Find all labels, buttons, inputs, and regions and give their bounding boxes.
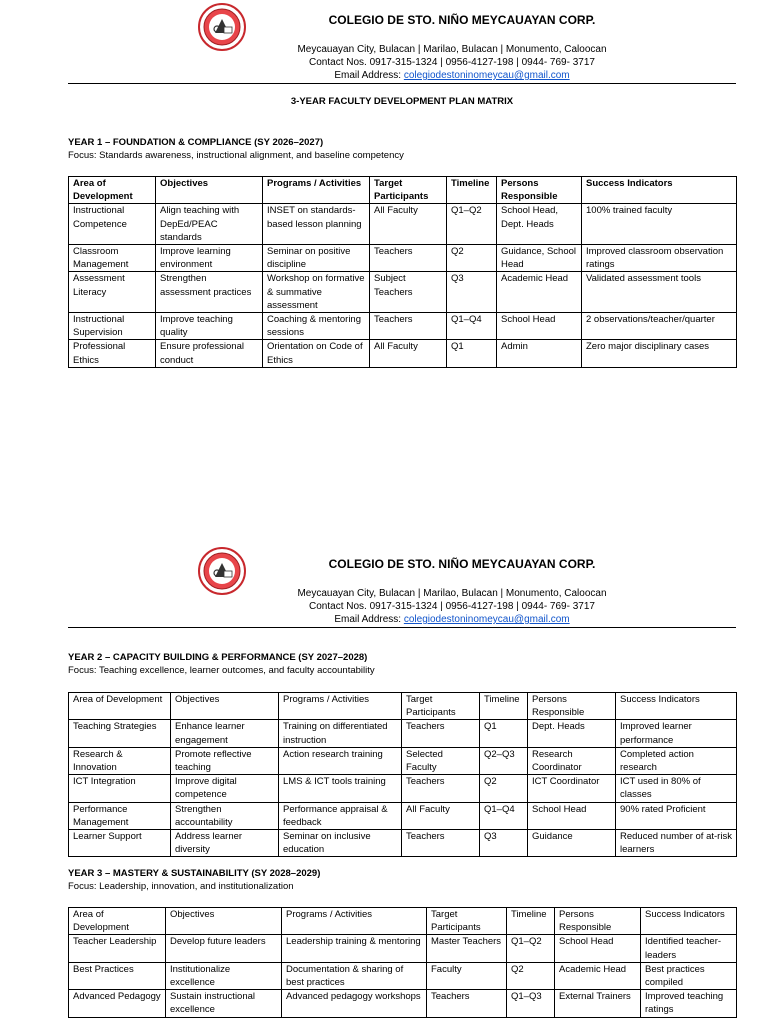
table-cell: Enhance learner engagement: [171, 720, 279, 747]
table-row: [69, 313, 737, 340]
year1-title: YEAR 1 – FOUNDATION & COMPLIANCE (SY 2026–2027): [68, 137, 324, 148]
year1-table: [68, 176, 737, 368]
column-header: Objectives: [171, 693, 279, 720]
table-cell: 100% trained faculty: [582, 204, 737, 245]
column-header: Persons Responsible: [555, 908, 641, 935]
table-cell: Improved teaching ratings: [641, 990, 737, 1017]
table-row: [69, 935, 737, 962]
table-cell: Ensure professional conduct: [156, 340, 263, 367]
table-cell: Q1–Q4: [480, 802, 528, 829]
email-label: Email Address:: [334, 70, 404, 81]
year2-table-body: [69, 693, 737, 857]
table-header-row: [69, 908, 737, 935]
table-cell: Align teaching with DepEd/PEAC standards: [156, 204, 263, 245]
table-row: [69, 990, 737, 1017]
header-rule: [68, 627, 736, 628]
table-cell: Q2–Q3: [480, 747, 528, 774]
table-cell: Leadership training & mentoring: [282, 935, 427, 962]
table-row: [69, 775, 737, 802]
table-cell: Documentation & sharing of best practices: [282, 962, 427, 989]
table-cell: Teachers: [402, 720, 480, 747]
email-link[interactable]: colegiodestoninomeycau@gmail.com: [403, 70, 570, 81]
table-cell: Research & Innovation: [69, 747, 171, 774]
table-cell: Seminar on inclusive education: [279, 830, 402, 857]
table-cell: Improve learning environment: [156, 245, 263, 272]
table-row: [69, 272, 737, 313]
table-cell: Teachers: [370, 313, 447, 340]
table-cell: Training on differentiated instruction: [279, 720, 402, 747]
table-cell: Q2: [447, 245, 497, 272]
table-cell: Advanced pedagogy workshops: [282, 990, 427, 1017]
table-cell: Teachers: [427, 990, 507, 1017]
table-cell: Improve teaching quality: [156, 313, 263, 340]
table-cell: ICT Coordinator: [528, 775, 616, 802]
column-header: Target Participants: [427, 908, 507, 935]
table-cell: Q2: [507, 962, 555, 989]
column-header: Persons Responsible: [528, 693, 616, 720]
table-cell: School Head: [497, 313, 582, 340]
school-contact: Contact Nos. 0917-315-1324 | 0956-4127-198 | 0944- 769- 3717: [309, 601, 595, 612]
table-cell: Subject Teachers: [370, 272, 447, 313]
table-cell: Seminar on positive discipline: [263, 245, 370, 272]
table-cell: INSET on standards-based lesson planning: [263, 204, 370, 245]
school-address: Meycauayan City, Bulacan | Marilao, Bulacan | Monumento, Caloocan: [297, 44, 607, 55]
school-name: COLEGIO DE STO. NIÑO MEYCAUAYAN CORP.: [328, 13, 596, 27]
table-cell: Q2: [480, 775, 528, 802]
table-row: [69, 830, 737, 857]
table-cell: Master Teachers: [427, 935, 507, 962]
year1-focus: Focus: Standards awareness, instructional alignment, and baseline competency: [68, 150, 404, 161]
column-header: Programs / Activities: [263, 177, 370, 204]
column-header: Programs / Activities: [282, 908, 427, 935]
school-contact: Contact Nos. 0917-315-1324 | 0956-4127-198 | 0944- 769- 3717: [309, 57, 595, 68]
column-header: Target Participants: [370, 177, 447, 204]
column-header: Success Indicators: [582, 177, 737, 204]
header-rule: [68, 83, 736, 84]
table-cell: Zero major disciplinary cases: [582, 340, 737, 367]
table-cell: Action research training: [279, 747, 402, 774]
school-email-line: [168, 614, 736, 625]
table-cell: Research Coordinator: [528, 747, 616, 774]
column-header: Target Participants: [402, 693, 480, 720]
table-cell: Q1–Q2: [447, 204, 497, 245]
table-cell: Assessment Literacy: [69, 272, 156, 313]
year2-focus: Focus: Teaching excellence, learner outcomes, and faculty accountability: [68, 665, 375, 676]
table-cell: Academic Head: [497, 272, 582, 313]
table-row: [69, 962, 737, 989]
table-cell: Q1: [447, 340, 497, 367]
table-cell: Q3: [447, 272, 497, 313]
table-header-row: [69, 177, 737, 204]
table-cell: All Faculty: [402, 802, 480, 829]
table-cell: School Head, Dept. Heads: [497, 204, 582, 245]
table-cell: Improve digital competence: [171, 775, 279, 802]
school-address: Meycauayan City, Bulacan | Marilao, Bulacan | Monumento, Caloocan: [297, 588, 607, 599]
table-cell: Q1–Q4: [447, 313, 497, 340]
table-cell: Classroom Management: [69, 245, 156, 272]
table-cell: Teachers: [370, 245, 447, 272]
table-cell: Dept. Heads: [528, 720, 616, 747]
table-cell: All Faculty: [370, 340, 447, 367]
table-cell: 90% rated Proficient: [616, 802, 737, 829]
table-cell: Q1: [480, 720, 528, 747]
year2-table: [68, 692, 737, 857]
table-cell: School Head: [555, 935, 641, 962]
column-header: Timeline: [447, 177, 497, 204]
table-cell: Learner Support: [69, 830, 171, 857]
column-header: Persons Responsible: [497, 177, 582, 204]
table-cell: Orientation on Code of Ethics: [263, 340, 370, 367]
column-header: Success Indicators: [641, 908, 737, 935]
table-cell: Validated assessment tools: [582, 272, 737, 313]
table-cell: Address learner diversity: [171, 830, 279, 857]
table-row: [69, 747, 737, 774]
year1-table-body: [69, 177, 737, 368]
table-row: [69, 340, 737, 367]
table-cell: 2 observations/teacher/quarter: [582, 313, 737, 340]
column-header: Area of Development: [69, 693, 171, 720]
table-cell: Teacher Leadership: [69, 935, 166, 962]
school-email-line: [168, 70, 736, 81]
table-cell: Selected Faculty: [402, 747, 480, 774]
table-cell: Workshop on formative & summative assessment: [263, 272, 370, 313]
table-cell: Performance appraisal & feedback: [279, 802, 402, 829]
column-header: Area of Development: [69, 177, 156, 204]
column-header: Programs / Activities: [279, 693, 402, 720]
table-cell: All Faculty: [370, 204, 447, 245]
table-cell: Teaching Strategies: [69, 720, 171, 747]
email-link[interactable]: colegiodestoninomeycau@gmail.com: [403, 614, 570, 625]
column-header: Objectives: [166, 908, 282, 935]
table-cell: Performance Management: [69, 802, 171, 829]
table-cell: Improved classroom observation ratings: [582, 245, 737, 272]
letterhead-page2: [68, 546, 736, 628]
table-cell: Instructional Competence: [69, 204, 156, 245]
column-header: Objectives: [156, 177, 263, 204]
table-cell: Teachers: [402, 830, 480, 857]
letterhead: [68, 2, 736, 84]
column-header: Success Indicators: [616, 693, 737, 720]
table-cell: Q1–Q2: [507, 935, 555, 962]
table-cell: Academic Head: [555, 962, 641, 989]
table-cell: Best practices compiled: [641, 962, 737, 989]
table-cell: Strengthen accountability: [171, 802, 279, 829]
table-cell: Improved learner performance: [616, 720, 737, 747]
email-label: Email Address:: [334, 614, 404, 625]
table-cell: Instructional Supervision: [69, 313, 156, 340]
year3-table-body: [69, 908, 737, 1018]
table-cell: Faculty: [427, 962, 507, 989]
table-cell: LMS & ICT tools training: [279, 775, 402, 802]
table-cell: Teachers: [402, 775, 480, 802]
year3-focus: Focus: Leadership, innovation, and institutionalization: [68, 881, 294, 892]
table-cell: School Head: [528, 802, 616, 829]
table-cell: Q3: [480, 830, 528, 857]
table-header-row: [69, 693, 737, 720]
table-cell: ICT Integration: [69, 775, 171, 802]
table-cell: Sustain instructional excellence: [166, 990, 282, 1017]
document-title: 3-YEAR FACULTY DEVELOPMENT PLAN MATRIX: [290, 96, 514, 107]
table-cell: Reduced number of at-risk learners: [616, 830, 737, 857]
table-cell: Professional Ethics: [69, 340, 156, 367]
table-cell: Best Practices: [69, 962, 166, 989]
table-cell: Promote reflective teaching: [171, 747, 279, 774]
column-header: Timeline: [507, 908, 555, 935]
table-cell: Identified teacher-leaders: [641, 935, 737, 962]
table-cell: External Trainers: [555, 990, 641, 1017]
table-row: [69, 802, 737, 829]
school-name: COLEGIO DE STO. NIÑO MEYCAUAYAN CORP.: [328, 557, 596, 571]
table-cell: Institutionalize excellence: [166, 962, 282, 989]
table-cell: Advanced Pedagogy: [69, 990, 166, 1017]
table-row: [69, 245, 737, 272]
table-row: [69, 720, 737, 747]
table-cell: Strengthen assessment practices: [156, 272, 263, 313]
column-header: Timeline: [480, 693, 528, 720]
year3-title: YEAR 3 – MASTERY & SUSTAINABILITY (SY 2028–2029): [68, 868, 321, 879]
column-header: Area of Development: [69, 908, 166, 935]
table-cell: ICT used in 80% of classes: [616, 775, 737, 802]
table-cell: Guidance: [528, 830, 616, 857]
table-cell: Completed action research: [616, 747, 737, 774]
table-cell: Q1–Q3: [507, 990, 555, 1017]
year3-table: [68, 907, 737, 1018]
table-row: [69, 204, 737, 245]
table-cell: Coaching & mentoring sessions: [263, 313, 370, 340]
table-cell: Guidance, School Head: [497, 245, 582, 272]
year2-title: YEAR 2 – CAPACITY BUILDING & PERFORMANCE (SY 2027–2028): [68, 652, 368, 663]
table-cell: Develop future leaders: [166, 935, 282, 962]
table-cell: Admin: [497, 340, 582, 367]
